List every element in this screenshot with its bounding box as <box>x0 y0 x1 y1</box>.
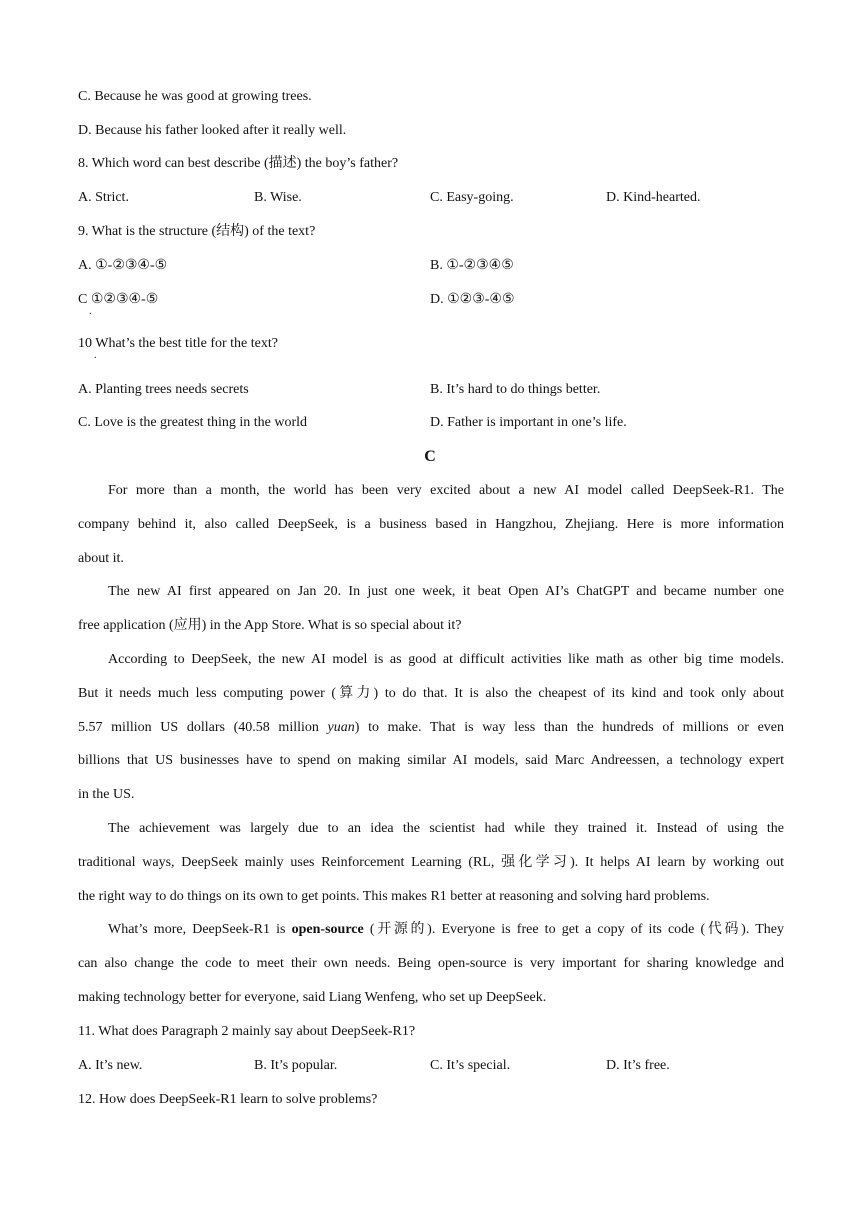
bold-term: open-source <box>291 922 364 937</box>
q9-option-b: B. ①-②③④⑤ <box>430 258 514 273</box>
q9-option-c: C ①②③④-⑤ <box>78 292 159 307</box>
q10-option-a: A. Planting trees needs secrets <box>78 382 249 397</box>
passage-line: The achievement was largely due to an idea the scientist had while they trained it. Instead of using the <box>108 821 784 836</box>
passage-line: For more than a month, the world has been very excited about a new AI model called DeepSeek-R1. The <box>108 483 784 498</box>
q9-option-d: D. ①②③-④⑤ <box>430 292 515 307</box>
passage-line: can also change the code to meet their own needs. Being open-source is very important for sharing knowledge and <box>78 955 784 971</box>
passage-line: billions that US businesses have to spend on making similar AI models, said Marc Andreessen, a technology expert <box>78 753 784 769</box>
q8-option-c: C. Easy-going. <box>430 190 514 205</box>
q8-stem: 8. Which word can best describe (描述) the boy’s father? <box>78 156 399 171</box>
q7-option-c: C. Because he was good at growing trees. <box>78 89 312 104</box>
q11-option-c: C. It’s special. <box>430 1058 511 1073</box>
q11-option-a: A. It’s new. <box>78 1058 143 1073</box>
passage-line-with-bold <box>78 913 784 947</box>
passage-paragraph-2 <box>78 575 784 643</box>
q8-option-d: D. Kind-hearted. <box>606 190 701 205</box>
italic-word: yuan <box>327 719 355 735</box>
q8-option-b: B. Wise. <box>254 190 302 205</box>
q10-option-d: D. Father is important in one’s life. <box>430 415 627 430</box>
passage-line: company behind it, also called DeepSeek, is a business based in Hangzhou, Zhejiang. Here is more information <box>78 516 784 532</box>
text-run: What’s more, DeepSeek-R1 is <box>108 922 292 937</box>
passage-paragraph-4 <box>78 812 784 913</box>
passage-paragraph-3 <box>78 643 784 812</box>
passage-line: free application (应用) in the App Store. What is so special about it? <box>78 617 462 633</box>
q10-option-c: C. Love is the greatest thing in the world <box>78 415 308 430</box>
q10-stem-dot: . <box>94 350 97 361</box>
text-run: ) to make. That is way less than the hundreds of millions or even <box>354 719 784 735</box>
passage-line: The new AI first appeared on Jan 20. In just one week, it beat Open AI’s ChatGPT and became number one <box>108 584 784 599</box>
passage-line-with-italic <box>78 711 784 745</box>
section-c-heading: C <box>424 448 436 465</box>
q9-option-c-dot: . <box>89 306 92 317</box>
q10-stem: 10 What’s the best title for the text? <box>78 336 278 351</box>
q10-option-b: B. It’s hard to do things better. <box>430 382 601 397</box>
passage-line: traditional ways, DeepSeek mainly uses Reinforcement Learning (RL, 强化学习). It helps AI learn by working out <box>78 854 784 870</box>
q9-option-a: A. ①-②③④-⑤ <box>78 258 168 273</box>
passage-line: about it. <box>78 550 124 566</box>
q8-option-a: A. Strict. <box>78 190 129 205</box>
q7-option-d: D. Because his father looked after it really well. <box>78 123 347 138</box>
passage-line: the right way to do things on its own to get points. This makes R1 better at reasoning and solving hard problems. <box>78 888 710 904</box>
q9-stem: 9. What is the structure (结构) of the text? <box>78 224 316 239</box>
passage-line: making technology better for everyone, said Liang Wenfeng, who set up DeepSeek. <box>78 989 547 1005</box>
passage-line: But it needs much less computing power (算力) to do that. It is also the cheapest of its kind and took only about <box>78 685 784 701</box>
q11-option-b: B. It’s popular. <box>254 1058 338 1073</box>
text-run: (开源的). Everyone is free to get a copy of its code (代码). They <box>363 922 784 937</box>
passage-paragraph-1 <box>78 474 784 575</box>
passage-line: in the US. <box>78 787 135 803</box>
q11-option-d: D. It’s free. <box>606 1058 670 1073</box>
text-run: 5.57 million US dollars (40.58 million <box>78 719 328 735</box>
passage-line: According to DeepSeek, the new AI model is as good at difficult activities like math as other big time models. <box>108 652 784 667</box>
q11-stem: 11. What does Paragraph 2 mainly say about DeepSeek-R1? <box>78 1024 416 1039</box>
q12-stem: 12. How does DeepSeek-R1 learn to solve problems? <box>78 1092 378 1107</box>
passage-paragraph-5 <box>78 913 784 1014</box>
